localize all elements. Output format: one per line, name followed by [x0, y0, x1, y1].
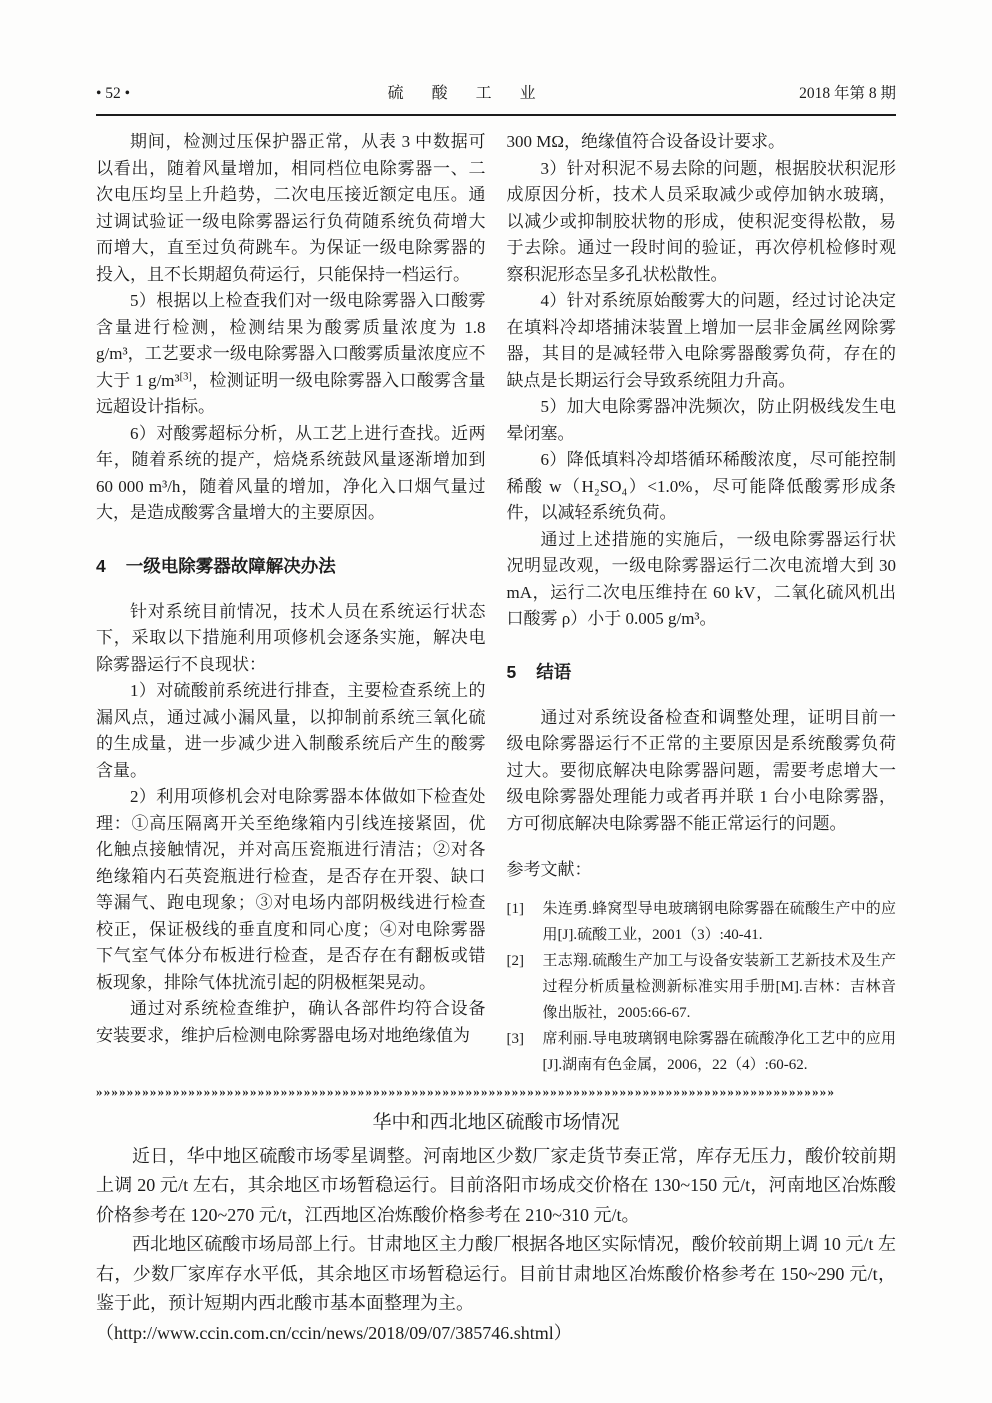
paragraph	[96, 288, 486, 421]
page-number: • 52 •	[96, 85, 131, 102]
reference-text: 王志翔.硫酸生产加工与设备安装新工艺新技术及生产过程分析质量检测新标准实用手册[M].吉林：吉林音像出版社，2005:66-67.	[542, 952, 896, 1021]
issue-label: 2018 年第 8 期	[799, 85, 896, 102]
news-section	[96, 1107, 896, 1349]
section-number: 4	[96, 555, 106, 576]
article-columns	[96, 129, 896, 1078]
paragraph: 1）对硫酸前系统进行排查，主要检查系统上的漏风点，通过减小漏风量，以抑制前系统三氧化硫的生成量，进一步减少进入制酸系统后产生的酸雾含量。	[96, 681, 486, 780]
reference-number: [1]	[506, 900, 524, 917]
paragraph: 6）对酸雾超标分析，从工艺上进行查找。近两年，随着系统的提产，焙烧系统鼓风量逐渐增加到 60 000 m³/h，随着风量的增加，净化入口烟气量过大，是造成酸雾含量增大的主要原因。	[96, 423, 486, 522]
section-number: 5	[506, 661, 517, 682]
right-column	[507, 129, 897, 1078]
section-title: 一级电除雾器故障解决办法	[125, 555, 336, 576]
section-heading-4	[96, 553, 486, 578]
reference-item	[507, 896, 897, 948]
citation-marker: [3]	[179, 370, 192, 382]
left-column	[96, 129, 486, 1078]
running-head	[96, 0, 896, 116]
paragraph: 通过上述措施的实施后，一级电除雾器运行状况明显改观，一级电除雾器运行二次电流增大到 30 mA，运行二次电压维持在 60 kV，二氧化硫风机出口酸雾 ρ）小于 0.005 g/m³。	[506, 529, 896, 628]
paragraph: 3）针对积泥不易去除的问题，根据胶状积泥形成原因分析，技术人员采取减少或停加钠水玻璃，以减少或抑制胶状物的形成，使积泥变得松散，易于去除。通过一段时间的验证，再次停机检修时观察积泥形态呈多孔状松散性。	[506, 158, 896, 284]
news-paragraph: 西北地区硫酸市场局部上行。甘肃地区主力酸厂根据各地区实际情况，酸价较前期上调 10 元/t 左右，少数厂家库存水平低，其余地区市场暂稳运行。目前甘肃地区冶炼酸价格参考在 150~290 元/t，鉴于此，预计短期内西北酸市基本面整理为主。	[96, 1234, 896, 1313]
reference-text: 朱连勇.蜂窝型导电玻璃钢电除雾器在硫酸生产中的应用[J].硫酸工业，2001（3）:40-41.	[542, 900, 896, 943]
section-heading-5	[507, 659, 897, 684]
paragraph: 300 MΩ，绝缘值符合设备设计要求。	[506, 132, 785, 151]
paragraph: 6）降低填料冷却塔循环稀酸浓度，尽可能控制稀酸 w（H₂SO₄）<1.0%，尽可能降低酸雾形成条件，以减轻系统负荷。	[506, 450, 896, 522]
references-label: 参考文献：	[506, 860, 592, 879]
paragraph: 通过对系统检查维护，确认各部件均符合设备安装要求，维护后检测电除雾器电场对地绝缘值为	[96, 999, 486, 1045]
reference-text: 席利丽.导电玻璃钢电除雾器在硫酸净化工艺中的应用[J].湖南有色金属，2006，22（4）:60-62.	[542, 1030, 896, 1073]
reference-item	[507, 948, 897, 1026]
section-title: 结语	[536, 661, 572, 682]
paragraph-text: ，检测证明一级电除雾器入口酸雾含量远超设计指标。	[96, 370, 486, 416]
paragraph: 4）针对系统原始酸雾大的问题，经过讨论决定在填料冷却塔捕沫装置上增加一层非金属丝网除雾器，其目的是减轻带入电除雾器酸雾负荷，存在的缺点是长期运行会导致系统阻力升高。	[506, 291, 896, 390]
arrow-divider: »»»»»»»»»»»»»»»»»»»»»»»»»»»»»»»»»»»»»»»»»»»»»»»»»»»»»»»»»»»»»»»»»»»»»»»»»»»»»»»»»»»»»»»»»»»»»»»»	[96, 1083, 836, 1099]
news-source-url: （http://www.ccin.com.cn/ccin/news/2018/09/07/385746.shtml）	[96, 1322, 572, 1343]
paragraph: 期间，检测过压保护器正常，从表 3 中数据可以看出，随着风量增加，相同档位电除雾器一、二次电压均呈上升趋势，二次电压接近额定电压。通过调试验证一级电除雾器运行负荷随系统负荷增大而增大，直至过负荷跳车。为保证一级电除雾器的投入，且不长期超负荷运行，只能保持一档运行。	[96, 132, 486, 284]
news-paragraph: 近日，华中地区硫酸市场零星调整。河南地区少数厂家走货节奏正常，库存无压力，酸价较前期上调 20 元/t 左右，其余地区市场暂稳运行。目前洛阳市场成交价格在 130~150 元/t，河南地区冶炼酸价格参考在 120~270 元/t，江西地区冶炼酸价格参考在 210~310 元/t。	[96, 1145, 896, 1225]
reference-number: [2]	[506, 952, 524, 969]
news-title: 华中和西北地区硫酸市场情况	[372, 1111, 620, 1133]
paragraph: 2）利用项修机会对电除雾器本体做如下检查处理：①高压隔离开关至绝缘箱内引线连接紧固，优化触点接触情况，并对高压瓷瓶进行清洁；②对各绝缘箱内石英瓷瓶进行检查，是否存在开裂、缺口等漏气、跑电现象；③对电场内部阴极线进行检查校正，保证极线的垂直度和同心度；④对电除雾器下气室气体分布板进行检查，是否存在有翻板或错板现象，排除气体扰流引起的阴极框架晃动。	[96, 787, 486, 992]
paragraph-text: 5）根据以上检查我们对一级电除雾器入口酸雾含量进行检测，检测结果为酸雾质量浓度为 1.8 g/m³，工艺要求一级电除雾器入口酸雾质量浓度应不大于 1 g/m³	[96, 291, 486, 390]
journal-title: 硫 酸 工 业	[387, 85, 542, 102]
reference-item	[507, 1026, 897, 1078]
reference-number: [3]	[506, 1030, 524, 1047]
paragraph: 5）加大电除雾器冲洗频次，防止阴极线发生电晕闭塞。	[506, 397, 896, 443]
paragraph: 通过对系统设备检查和调整处理，证明目前一级电除雾器运行不正常的主要原因是系统酸雾负荷过大。要彻底解决电除雾器问题，需要考虑增大一级电除雾器处理能力或者再并联 1 台小电除雾器，方可彻底解决电除雾器不能正常运行的问题。	[506, 707, 896, 833]
paragraph: 针对系统目前情况，技术人员在系统运行状态下，采取以下措施利用项修机会逐条实施，解决电除雾器运行不良现状：	[96, 601, 486, 674]
